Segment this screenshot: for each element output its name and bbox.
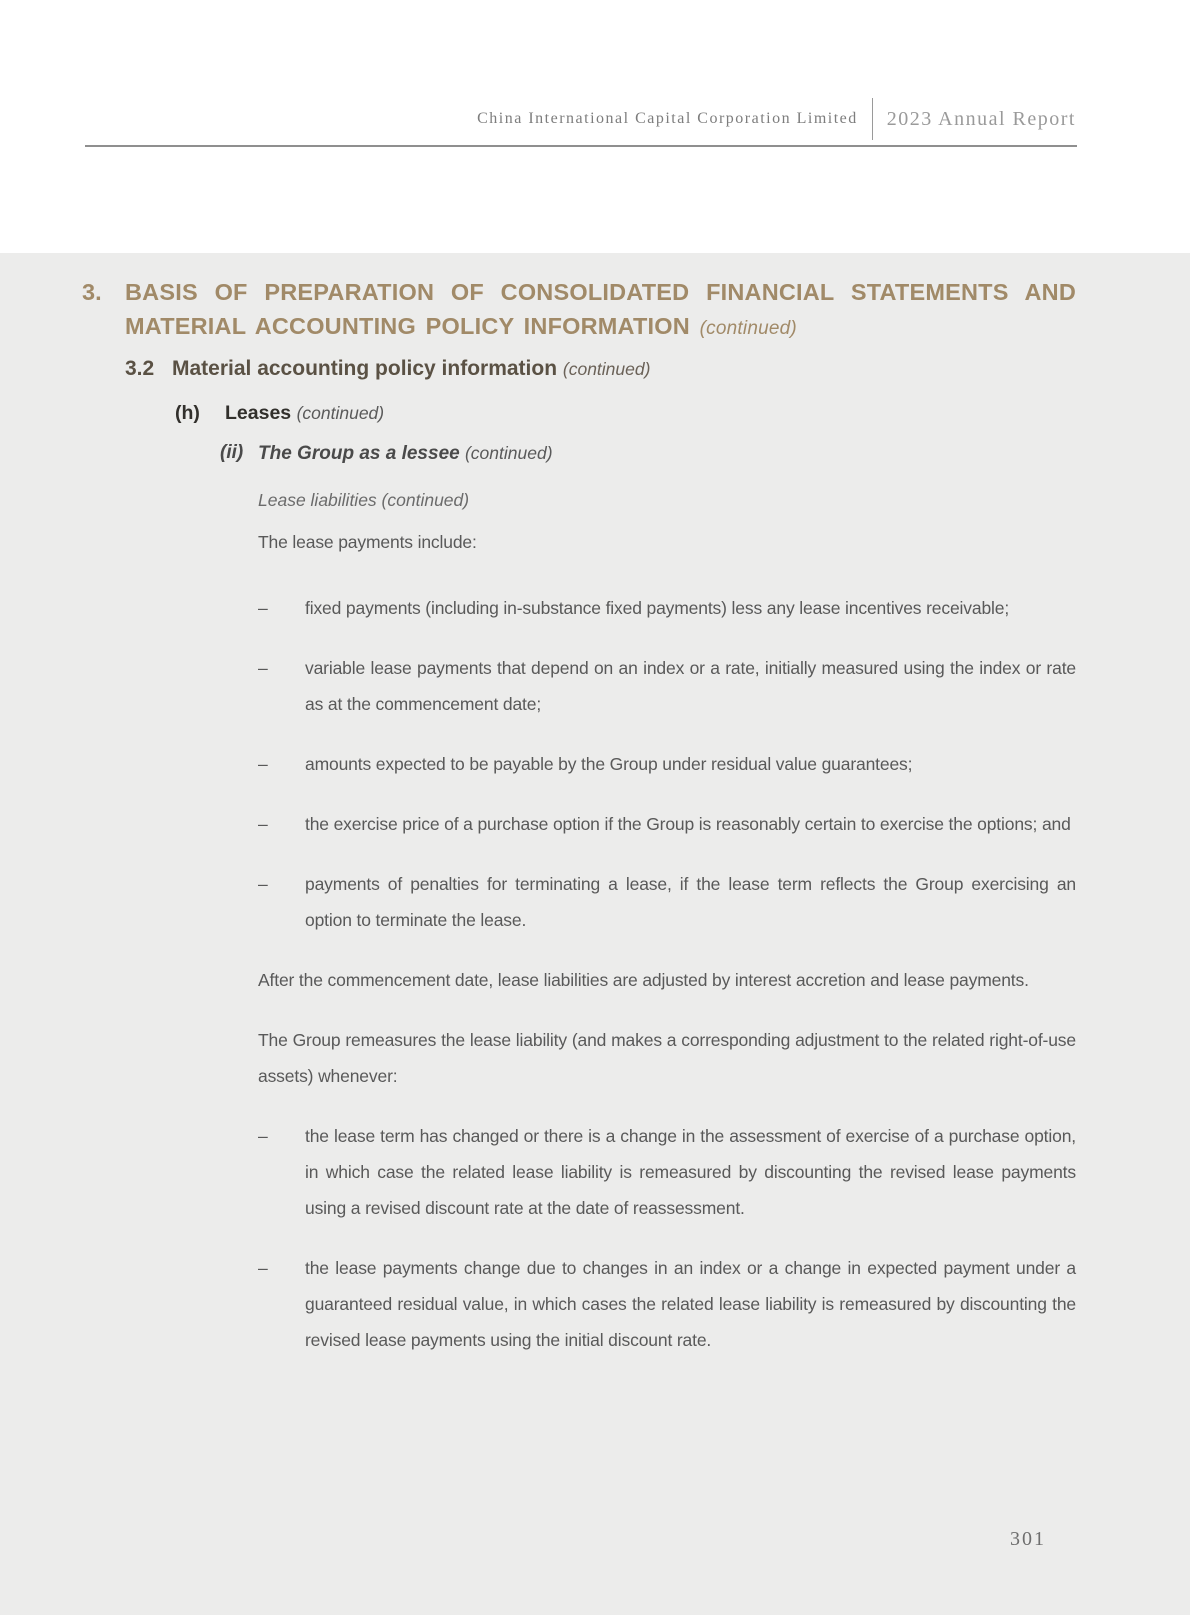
header-text	[477, 98, 1076, 140]
item-h-title	[225, 399, 1076, 427]
bullet-dash: –	[258, 814, 268, 834]
bullet-dash: –	[258, 754, 268, 774]
lease-liabilities-subheading: Lease liabilities (continued)	[258, 490, 470, 510]
page-header	[0, 0, 1190, 253]
list-item	[258, 866, 1076, 938]
list-item	[258, 1118, 1076, 1226]
paragraph-remeasure: The Group remeasures the lease liability (and makes a corresponding adjustment to the related right-of-use assets) whenever:	[258, 1030, 1076, 1086]
page-number: 301	[1010, 1528, 1046, 1550]
item-ii-continued: (continued)	[464, 443, 553, 463]
subsection-continued: (continued)	[562, 359, 651, 379]
list-item-text: the lease term has changed or there is a change in the assessment of exercise of a purchase option, in which case the related lease liability is remeasured by discounting the revised lease payments using a revised discount rate at the date of reassessment.	[305, 1126, 1076, 1218]
section-continued: (continued)	[699, 318, 797, 339]
list-item	[258, 650, 1076, 722]
list-item-text: payments of penalties for terminating a lease, if the lease term reflects the Group exercising an option to terminate the lease.	[305, 874, 1076, 930]
section-number: 3.	[82, 279, 102, 305]
section-heading	[82, 275, 1076, 346]
list-item	[258, 746, 1076, 782]
list-item-text: fixed payments (including in-substance fixed payments) less any lease incentives receivable;	[305, 598, 1010, 618]
item-ii-title-text: The Group as a lessee	[258, 443, 460, 464]
intro-paragraph: The lease payments include:	[258, 532, 477, 552]
item-h-number: (h)	[175, 402, 200, 424]
subsection-title	[172, 354, 1076, 384]
subsection-number: 3.2	[125, 357, 155, 380]
bullet-dash: –	[258, 658, 268, 678]
header-divider	[872, 98, 873, 140]
bullet-dash: –	[258, 1258, 268, 1278]
item-h-continued: (continued)	[296, 403, 385, 423]
bullet-dash: –	[258, 598, 268, 618]
section-title-text: BASIS OF PREPARATION OF CONSOLIDATED FINANCIAL STATEMENTS AND MATERIAL ACCOUNTING POLICY INFORMATION	[125, 279, 1076, 339]
item-h-heading	[175, 399, 1076, 427]
bullet-dash: –	[258, 874, 268, 894]
list-item-text: the lease payments change due to changes in an index or a change in expected payment under a guaranteed residual value, in which cases the related lease liability is remeasured by discounting the revised lease payments using the initial discount rate.	[305, 1258, 1076, 1350]
subsection-title-text: Material accounting policy information	[172, 357, 558, 380]
header-rule	[85, 145, 1077, 147]
item-h-title-text: Leases	[225, 402, 292, 424]
item-ii-title	[258, 439, 1076, 468]
list-item-text: amounts expected to be payable by the Group under residual value guarantees;	[305, 754, 913, 774]
list-item-text: variable lease payments that depend on an index or a rate, initially measured using the index or rate as at the commencement date;	[305, 658, 1076, 714]
list-item	[258, 806, 1076, 842]
content-area	[0, 253, 1190, 1615]
section-title	[125, 275, 1076, 346]
list-item	[258, 590, 1076, 626]
bullet-dash: –	[258, 1126, 268, 1146]
list-item-text: the exercise price of a purchase option if the Group is reasonably certain to exercise the options; and	[305, 814, 1071, 834]
item-ii-body	[258, 439, 1076, 1382]
company-name: China International Capital Corporation Limited	[477, 110, 858, 127]
report-title: 2023 Annual Report	[886, 107, 1076, 130]
item-ii-number: (ii)	[220, 442, 244, 463]
subsection-heading	[125, 354, 1076, 384]
paragraph-commencement: After the commencement date, lease liabilities are adjusted by interest accretion and lease payments.	[258, 970, 1029, 990]
list-item	[258, 1250, 1076, 1358]
item-ii-block	[220, 439, 1076, 1382]
